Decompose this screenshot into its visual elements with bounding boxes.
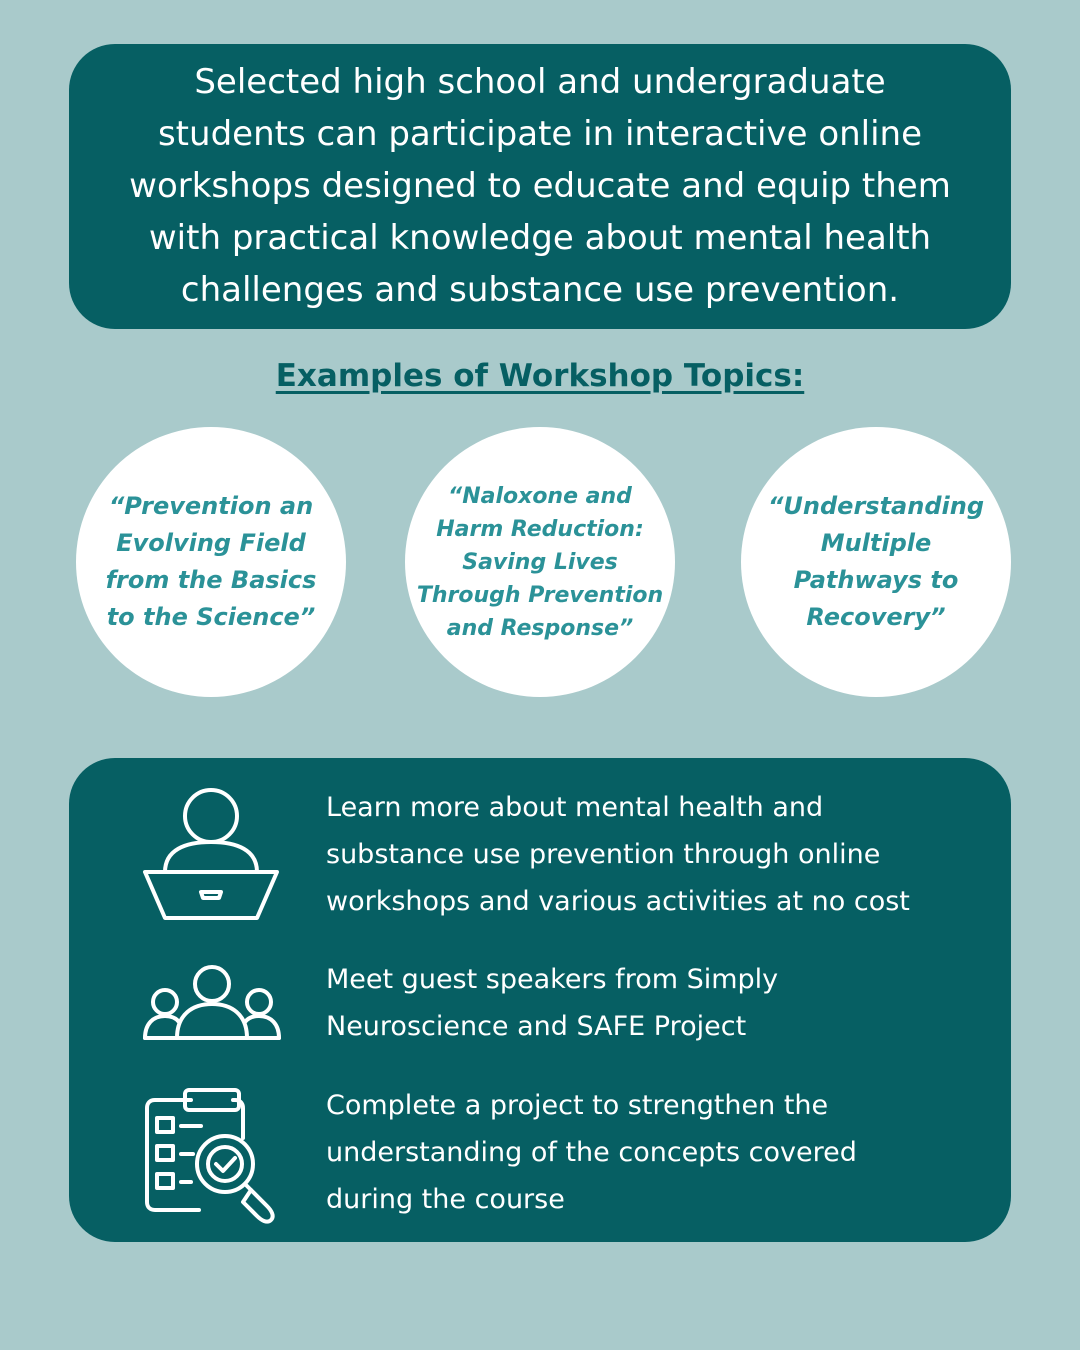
benefit-line: Complete a project to strengthen the	[326, 1090, 829, 1121]
topic-title-line: Multiple	[820, 529, 932, 557]
topic-circle-recovery	[741, 427, 1011, 697]
topic-title-line: from the Basics	[105, 566, 317, 594]
topic-title	[768, 488, 984, 636]
benefit-description	[326, 1082, 857, 1223]
benefits-card	[69, 758, 1011, 1242]
topic-title-line: Recovery”	[806, 603, 946, 631]
intro-line: Selected high school and undergraduate	[194, 62, 886, 102]
group-of-people-icon	[141, 962, 283, 1048]
benefit-line: Meet guest speakers from Simply	[326, 964, 779, 995]
topic-title-line: “Understanding	[767, 492, 985, 520]
topic-title-line: Pathways to	[793, 566, 959, 594]
workshop-topics-heading: Examples of Workshop Topics:	[275, 358, 805, 394]
topic-circle-naloxone	[405, 427, 675, 697]
intro-card	[69, 44, 1011, 329]
topic-title-line: Through Prevention	[416, 582, 664, 608]
clipboard-magnifier-check-icon	[141, 1086, 283, 1230]
intro-line: workshops designed to educate and equip them	[129, 166, 951, 206]
benefit-line: during the course	[326, 1184, 565, 1215]
benefit-line: understanding of the concepts covered	[326, 1137, 857, 1168]
benefit-line: workshops and various activities at no cost	[326, 886, 910, 917]
intro-line: with practical knowledge about mental health	[148, 218, 932, 258]
benefit-line: Neuroscience and SAFE Project	[326, 1011, 747, 1042]
benefit-description	[326, 956, 778, 1050]
person-at-laptop-icon	[141, 786, 281, 930]
intro-line: challenges and substance use prevention.	[180, 270, 900, 310]
topic-circle-prevention	[76, 427, 346, 697]
topic-title-line: and Response”	[446, 615, 634, 641]
topic-title-line: “Naloxone and	[448, 483, 632, 509]
benefit-line: substance use prevention through online	[326, 839, 881, 870]
topic-title-line: Saving Lives	[462, 549, 618, 575]
topic-title-line: Evolving Field	[116, 529, 306, 557]
topic-title	[106, 488, 317, 636]
intro-line: students can participate in interactive online	[157, 114, 923, 154]
topic-title-line: Harm Reduction:	[436, 516, 644, 542]
benefit-description	[326, 784, 910, 925]
topic-title	[417, 480, 663, 645]
benefit-line: Learn more about mental health and	[326, 792, 824, 823]
topic-title-line: to the Science”	[106, 603, 316, 631]
topic-title-line: “Prevention an	[108, 492, 314, 520]
